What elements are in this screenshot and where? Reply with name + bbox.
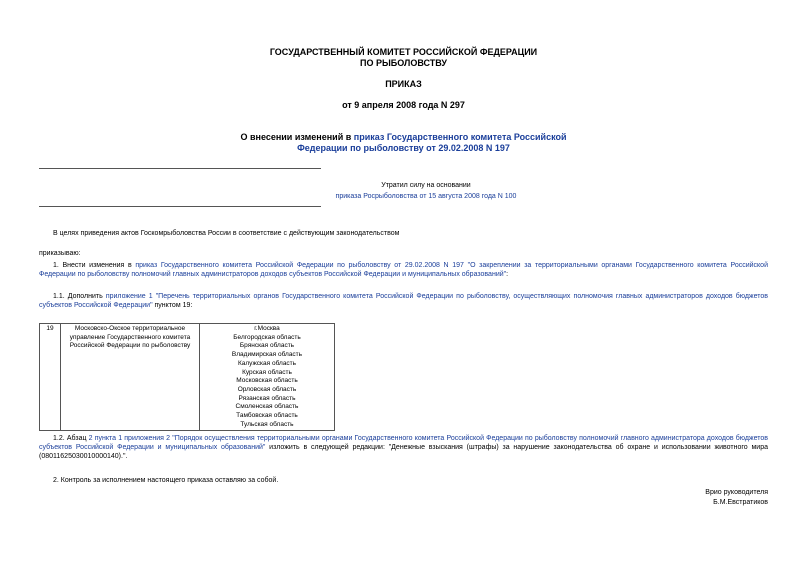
item-1-2-paragraph [39,434,768,461]
order-word: приказываю: [39,250,81,257]
item-1-1-text: 1.1. Дополнить [53,293,106,300]
doc-title-link[interactable]: приказ Государственного комитета Российской [353,132,567,142]
item-1-2-tail: изложить в следующей редакции: "Денежные взыскания (штрафы) за нарушение законодательства об охране и использовании животного мира (08011625030010000140).". [39,444,768,460]
item-1-link[interactable]: приказ Государственного комитета Российской Федерации по рыболовству от 29.02.2008 N 197 "О закреплении за территориальными органами Государственного комитета Российской Федерации по рыболовству полномочий главных администраторов доходов субъектов Российской Федерации и муниципальных образований" [39,262,768,278]
item-1-2-link[interactable]: 2 пункта 1 приложения 2 "Порядок осуществления территориальными органами Государственного комитета Российской Федерации по рыболовству полномочий главного администратора доходов бюджетов субъектов Российской Федерации и муниципальных образований" [39,435,768,451]
signature-name: Б.М.Евстратиков [713,499,768,506]
region-item: г.Москва [254,325,280,332]
doc-title-prefix: О внесении изменений в [240,132,354,142]
table-cell-office: Московско-Окское территориальное управление Государственного комитета Российской Федерации по рыболовству [61,324,200,431]
item-1-2-text: 1.2. Абзац [53,435,89,442]
agency-title-line2: ПО РЫБОЛОВСТВУ [359,58,448,68]
doc-type: ПРИКАЗ [385,79,422,89]
item-1-paragraph [39,261,768,279]
item-1-1-link[interactable]: приложение 1 "Перечень территориальных органов Государственного комитета Российской Федерации по рыболовству, осуществляющих полномочия главных администраторов доходов бюджетов субъектов Российской Федерации" [39,293,768,309]
region-item: Орловская область [237,385,297,393]
table-cell-regions [200,324,335,431]
intro-paragraph: В целях приведения актов Госкомрыболовства России в соответствие с действующим законодательством [53,230,400,237]
table-cell-number: 19 [40,324,61,431]
region-item: Тульская область [240,420,294,428]
region-item: Калужская область [237,359,297,367]
agency-title-line1: ГОСУДАРСТВЕННЫЙ КОМИТЕТ РОССИЙСКОЙ ФЕДЕРАЦИИ [269,47,538,57]
item-1-tail: : [506,271,509,278]
doc-title-line2[interactable]: Федерации по рыболовству от 29.02.2008 N 197 [297,143,510,153]
region-item: Белгородская область [233,333,301,341]
notice-text: Утратил силу на основании [381,182,471,189]
notice-link[interactable]: приказа Росрыболовства от 15 августа 2008 года N 100 [335,193,517,200]
table-row [40,324,335,431]
item-2-paragraph: 2. Контроль за исполнением настоящего приказа оставляю за собой. [53,477,279,484]
doc-date-number: от 9 апреля 2008 года N 297 [342,100,465,110]
signature-role: Врио руководителя [705,489,768,496]
item-1-1-tail: пунктом 19: [152,302,193,309]
item-1-1-paragraph [39,292,768,310]
divider-bottom [39,206,321,207]
item-1-text: 1. Внести изменения в [53,262,136,269]
divider-top [39,168,321,169]
region-item: Московская область [236,377,298,385]
region-item: Тамбовская область [236,412,298,420]
region-item: Брянская область [239,342,295,350]
appendix-table [39,323,335,431]
doc-title-line1 [0,132,807,142]
region-item: Курская область [242,368,292,376]
region-item: Владимирская область [231,351,303,359]
region-item: Смоленская область [235,403,299,411]
region-item: Рязанская область [238,394,296,402]
